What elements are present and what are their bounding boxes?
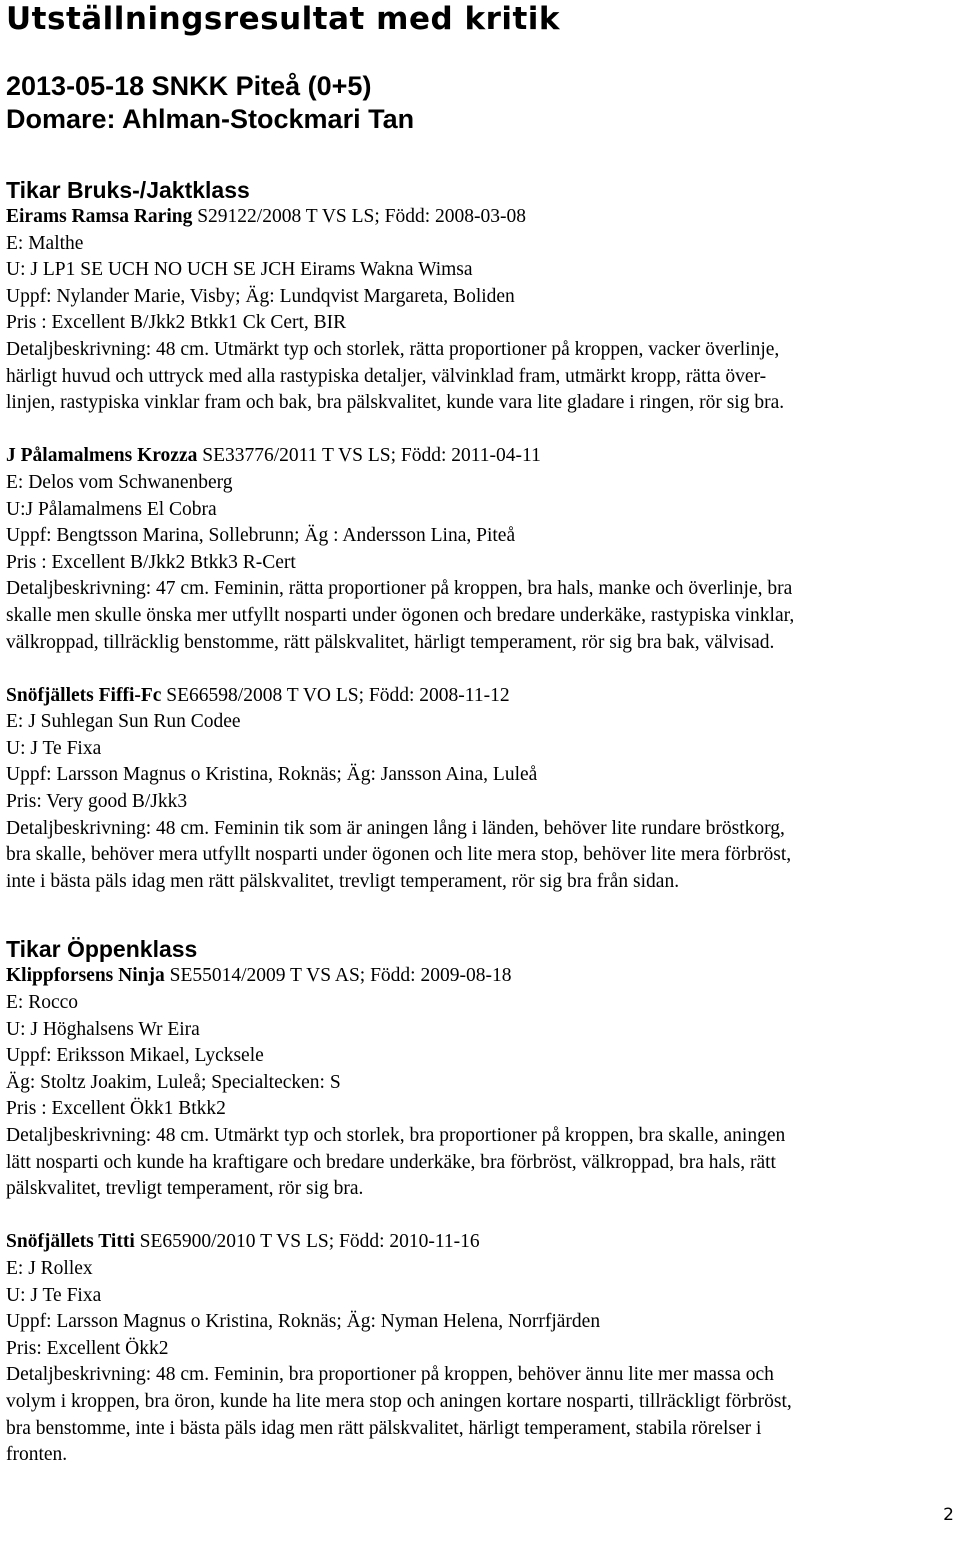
critique-line: Detaljbeskrivning: 48 cm. Utmärkt typ och storlek, bra proportioner på kroppen, bra skalle, aningen [6,1125,786,1146]
entry-heading [6,683,954,710]
entry-detail-line: E: Malthe [6,232,84,254]
registration-info: SE65900/2010 T VS LS; Född: 2010-11-16 [134,1231,480,1253]
document-page [6,0,954,1469]
entry-heading [6,443,954,470]
critique-line: bra skalle, behöver mera utfyllt nosparti under ögonen och lite mera stop, behöver lite mera förbröst, [6,844,792,866]
entry-detail-line: Pris: Excellent Ökk2 [6,1337,169,1359]
entry-detail-line: U: J LP1 SE UCH NO UCH SE JCH Eirams Wakna Wimsa [6,259,473,281]
entry-spacer [6,417,954,444]
critique-text [6,337,954,417]
critique-line: bra benstomme, inte i bästa päls idag men rätt pälskvalitet, härligt temperament, stabila rörelser i [6,1417,762,1439]
section-title: Tikar Öppenklass [6,936,198,963]
entry-detail-line: E: J Rollex [6,1257,93,1279]
entry-detail-line: Äg: Stoltz Joakim, Luleå; Specialtecken: S [6,1071,341,1093]
entry-detail-line: Uppf: Eriksson Mikael, Lycksele [6,1045,264,1067]
entry-heading [6,1229,954,1256]
page-number: 2 [943,1505,954,1525]
entry-detail-line: Uppf: Bengtsson Marina, Sollebrunn; Äg : Andersson Lina, Piteå [6,525,516,547]
critique-text [6,1362,954,1468]
entry-detail-line: E: J Suhlegan Sun Run Codee [6,711,241,733]
dog-name: J Pålamalmens Krozza [6,445,198,467]
dog-entry [6,963,954,1202]
critique-text [6,576,954,656]
critique-line: Detaljbeskrivning: 48 cm. Utmärkt typ och storlek, rätta proportioner på kroppen, vacker överlinje, [6,338,780,360]
entry-detail-line: Pris: Very good B/Jkk3 [6,791,188,813]
dog-name: Eirams Ramsa Raring [6,206,193,227]
entry-heading [6,963,954,990]
dog-entry [6,204,954,417]
section-oppenklass [6,935,954,1468]
judge-line: Domare: Ahlman-Stockmari Tan [6,104,415,134]
show-header [6,70,954,136]
critique-line: fronten. [6,1444,68,1466]
registration-info: SE55014/2009 T VS AS; Född: 2009-08-18 [164,965,512,987]
dog-name: Snöfjällets Titti [6,1231,135,1253]
entry-detail-line: E: Delos vom Schwanenberg [6,471,233,493]
entry-detail-line: Uppf: Larsson Magnus o Kristina, Roknäs; Äg: Nyman Helena, Norrfjärden [6,1311,601,1333]
critique-line: Detaljbeskrivning: 48 cm. Feminin, bra proportioner på kroppen, behöver ännu lite mer massa och [6,1364,774,1386]
entry-spacer [6,656,954,683]
dog-entry [6,1229,954,1468]
dog-name: Snöfjällets Fiffi-Fc [6,684,162,706]
critique-line: linjen, rastypiska vinklar fram och bak, bra pälskvalitet, kunde vara lite gladare i ringen, rör sig bra. [6,392,785,414]
entry-detail-line: U: J Höghalsens Wr Eira [6,1018,200,1040]
critique-line: härligt huvud och uttryck med alla rastypiska detaljer, välvinklad fram, utmärkt kropp, rätta över- [6,365,767,387]
entry-detail-line: E: Rocco [6,992,79,1014]
critique-text [6,816,954,896]
critique-line: Detaljbeskrivning: 47 cm. Feminin, rätta proportioner på kroppen, bra hals, manke och överlinje, bra [6,578,793,600]
entry-detail-line: U:J Pålamalmens El Cobra [6,498,217,520]
entry-detail-line: Uppf: Nylander Marie, Visby; Äg: Lundqvist Margareta, Boliden [6,285,515,307]
critique-line: volym i kroppen, bra öron, kunde ha lite mera stop och aningen kortare nosparti, tillräckligt förbröst, [6,1390,792,1412]
entry-detail-line: Pris : Excellent B/Jkk2 Btkk3 R-Cert [6,551,296,573]
entry-detail-line: Pris : Excellent B/Jkk2 Btkk1 Ck Cert, BIR [6,312,347,334]
critique-line: inte i bästa päls idag men rätt pälskvalitet, trevligt temperament, rör sig bra från sidan. [6,870,680,892]
critique-line: lätt nosparti och kunde ha kraftigare och bredare underkäke, bra förbröst, välkroppad, bra hals, rätt [6,1151,776,1173]
registration-info: S29122/2008 T VS LS; Född: 2008-03-08 [192,206,527,227]
critique-line: pälskvalitet, trevligt temperament, rör sig bra. [6,1178,364,1200]
entry-heading [6,204,954,231]
page-title: Utställningsresultat med kritik [6,1,561,37]
critique-line: skalle men skulle önska mer utfyllt nosparti under ögonen och bredare underkäke, rastypiska vinklar, [6,604,795,626]
critique-line: Detaljbeskrivning: 48 cm. Feminin tik som är aningen lång i länden, behöver lite rundare bröstkorg, [6,817,785,839]
dog-entry [6,443,954,656]
section-bruks-jaktklass [6,176,954,895]
entry-detail-line: U: J Te Fixa [6,1284,102,1306]
registration-info: SE66598/2008 T VO LS; Född: 2008-11-12 [161,684,510,706]
entry-detail-line: Pris : Excellent Ökk1 Btkk2 [6,1098,226,1120]
entry-spacer [6,1203,954,1230]
registration-info: SE33776/2011 T VS LS; Född: 2011-04-11 [197,445,541,467]
entry-detail-line: Uppf: Larsson Magnus o Kristina, Roknäs; Äg: Jansson Aina, Luleå [6,764,538,786]
dog-name: Klippforsens Ninja [6,965,165,987]
critique-text [6,1123,954,1203]
show-date-line: 2013-05-18 SNKK Piteå (0+5) [6,71,372,101]
critique-line: välkroppad, tillräcklig benstomme, rätt pälskvalitet, härligt temperament, rör sig bra bak, välvisad. [6,631,775,653]
section-title: Tikar Bruks-/Jaktklass [6,177,250,203]
dog-entry [6,683,954,896]
entry-detail-line: U: J Te Fixa [6,737,102,759]
